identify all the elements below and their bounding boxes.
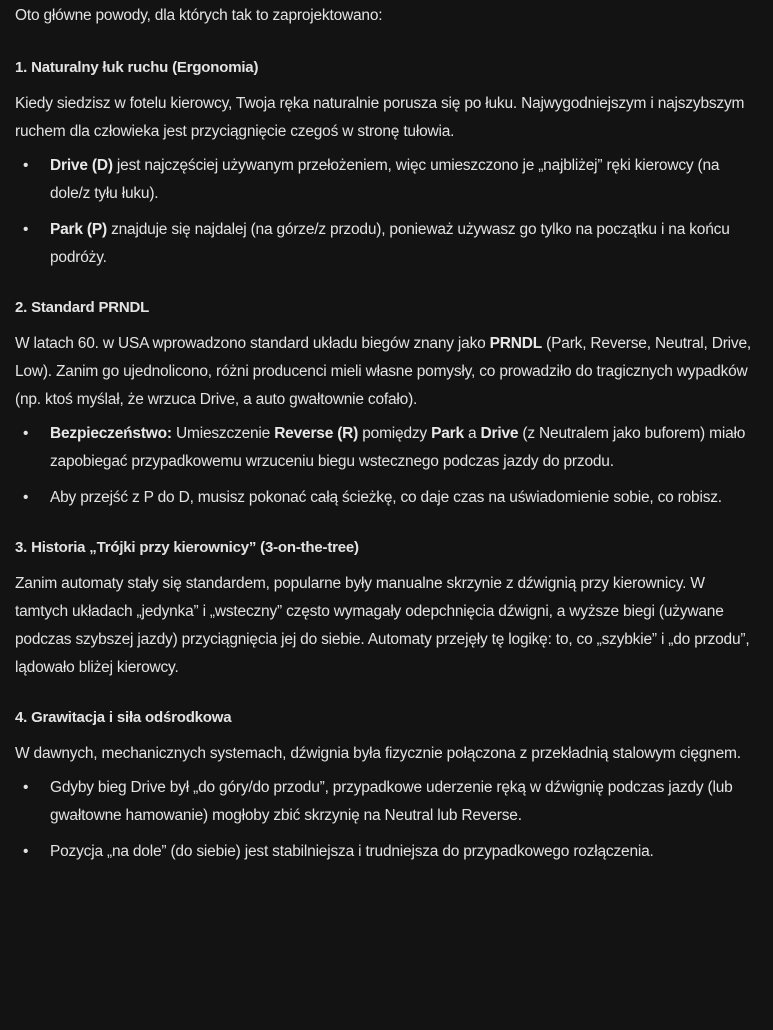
text-run: pomiędzy — [358, 425, 432, 442]
list-item — [15, 420, 758, 476]
bold-text: Reverse (R) — [274, 425, 359, 442]
bold-text: Park — [431, 425, 464, 442]
list-item — [15, 484, 758, 512]
list-item — [15, 216, 758, 272]
section-heading: 4. Grawitacja i siła odśrodkowa — [15, 709, 232, 726]
text-run: (z Neutralem jako buforem) miało zapobiegać przypadkowemu wrzuceniu biegu wstecznego podczas jazdy do przodu. — [50, 425, 746, 470]
section-gravity — [15, 704, 758, 866]
list-item — [15, 838, 758, 866]
bold-text: Park (P) — [50, 221, 107, 238]
bullet-icon: • — [23, 843, 29, 860]
bullet-icon: • — [23, 157, 29, 174]
bullet-list — [15, 152, 758, 272]
text-run: Gdyby bieg Drive był „do góry/do przodu”, przypadkowe uderzenie ręką w dźwignię podczas jazdy (lub gwałtowne hamowanie) mogłoby zbić skrzynię na Neutral lub Reverse. — [50, 779, 733, 824]
bold-text: PRNDL — [489, 335, 543, 352]
bullet-icon: • — [23, 489, 29, 506]
text-run: znajduje się najdalej (na górze/z przodu), ponieważ używasz go tylko na początku i na końcu podróży. — [50, 221, 730, 266]
section-prndl — [15, 294, 758, 512]
bullet-icon: • — [23, 425, 29, 442]
text-run: (Park, Reverse, Neutral, Drive, Low). Zanim go ujednolicono, różni producenci mieli własne pomysły, co prowadziło do tragicznych wypadków (np. ktoś myślał, że wrzuca Drive, a auto gwałtownie cofało). — [15, 335, 751, 408]
list-item — [15, 774, 758, 830]
section-3-on-the-tree — [15, 534, 758, 682]
text-run: Umieszczenie — [171, 425, 275, 442]
text-run: a — [463, 425, 481, 442]
section-heading: 3. Historia „Trójki przy kierownicy” (3-on-the-tree) — [15, 539, 359, 556]
intro-text: Oto główne powody, dla których tak to zaprojektowano: — [15, 7, 383, 24]
text-run: W latach 60. w USA wprowadzono standard układu biegów znany jako — [15, 335, 490, 352]
text-run: Pozycja „na dole” (do siebie) jest stabilniejsza i trudniejsza do przypadkowego rozłączenia. — [50, 843, 654, 860]
bold-text: Bezpieczeństwo: — [50, 425, 172, 442]
section-paragraph: Zanim automaty stały się standardem, popularne były manualne skrzynie z dźwignią przy kierownicy. W tamtych układach „jedynka” i „wsteczny” często wymagały odepchnięcia dźwigni, a wyższe biegi (używane podczas szybszej jazdy) przyciągnięcia jej do siebie. Automaty przejęły tę logikę: to, co „szybkie” i „do przodu”, lądowało bliżej kierowcy. — [15, 575, 750, 676]
bullet-icon: • — [23, 221, 29, 238]
section-paragraph — [15, 330, 758, 414]
bullet-list — [15, 420, 758, 512]
section-ergonomics — [15, 54, 758, 272]
section-paragraph: Kiedy siedzisz w fotelu kierowcy, Twoja ręka naturalnie porusza się po łuku. Najwygodniejszym i najszybszym ruchem dla człowieka jest przyciągnięcie czegoś w stronę tułowia. — [15, 95, 745, 140]
list-item — [15, 152, 758, 208]
text-run: Aby przejść z P do D, musisz pokonać całą ścieżkę, co daje czas na uświadomienie sobie, co robisz. — [50, 489, 722, 506]
bullet-list — [15, 774, 758, 866]
bold-text: Drive — [480, 425, 519, 442]
section-paragraph: W dawnych, mechanicznych systemach, dźwignia była fizycznie połączona z przekładnią stalowym cięgnem. — [15, 745, 741, 762]
section-heading: 2. Standard PRNDL — [15, 299, 150, 316]
bold-text: Drive (D) — [50, 157, 113, 174]
section-heading: 1. Naturalny łuk ruchu (Ergonomia) — [15, 59, 259, 76]
text-run: jest najczęściej używanym przełożeniem, więc umieszczono je „najbliżej” ręki kierowcy (na dole/z tyłu łuku). — [50, 157, 720, 202]
bullet-icon: • — [23, 779, 29, 796]
